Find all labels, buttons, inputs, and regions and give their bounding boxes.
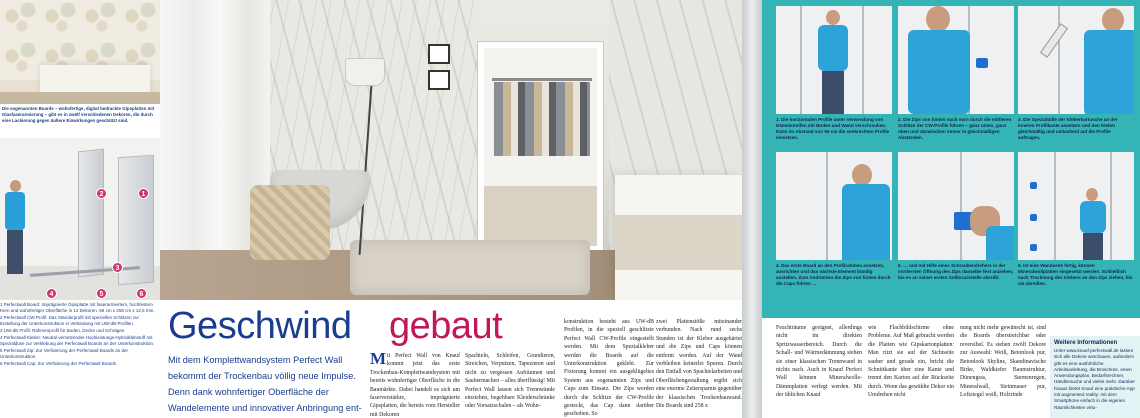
body-column-6: wie Flachbildschirme ohne Probleme. Auf Maß gebracht werden die Platten wie Gipskartonplatten: Man ritzt sie auf der Sichtseite sauber und gerade ein, bricht die Schnittkante über eine Kante und trennt den Karton auf der Rückseite durch. Wenn das gewählte Dekor ein Umdrehen nicht: [868, 325, 954, 399]
decor-board-photo: [0, 0, 160, 104]
components-legend: [0, 302, 158, 418]
step-5-photo: [898, 152, 1014, 260]
headline-part-2: gebaut: [389, 305, 503, 347]
marker-6: 6: [136, 288, 147, 299]
marker-5: 5: [96, 288, 107, 299]
walk-in-closet: [478, 42, 603, 252]
worker-figure: [2, 180, 28, 276]
hero-room-photo: [160, 0, 742, 300]
info-title: Weitere Informationen: [1054, 340, 1118, 346]
marker-2: 2: [96, 188, 107, 199]
info-box: [1050, 336, 1140, 418]
step-3-caption: 3. Die Spezialtülle der Kleberkartusche an der inneren Profilkante ansetzen und den Kleber gleichmäßig und umlaufend auf die Profile auftragen.: [1018, 117, 1118, 141]
info-text: Unter www.knauf-perfectwall.de lassen sich alle Dekore anschauen, außerdem gibt es eine ausführliche Arbeitsanleitung, die Broschüre, einen Anwendungsplan, Bedarfsrechner, Händlersuche und vieles mehr. Darüber hinaus bietet Knauf eine praktische App mit augmented reality: mit dem Smartphone einfach in die eigenen Räumlichkeiten virtu-: [1054, 348, 1135, 410]
body-column-7: nung nicht mehr gewünscht ist, sind die Boards überstreichbar oder reversibel. Es stehen zwölf Dekore zur Auswahl: Weiß, Betonlook pur, Betonlook Skyline, Skandinavische Birke, Waldkiefer Baumstruktur, Dünengras, Sternenregen, Mineralwall, Steinmauer pur, Loftziegel weiß, Holzrinde: [960, 325, 1046, 399]
step-1-caption: 1. Die horizontalen Profile unter Verwendung von Dämmstreifen mit Boden und Wand verschrauben. Dann im Abstand von 56 cm die senkrechten Profile einsetzen.: [776, 117, 890, 141]
legend-item: 4 Perfectwall Kleber: Neutral vernetzender Hochleistungs-Hybridklebstoff mit Spezialdüse zur Verklebung der Perfectwall Boards an der Unterkonstruktion.: [0, 334, 155, 347]
step-6-caption: 6. Ist eine Wandseite fertig, können Mineralwollplatten eingesetzt werden. Schließlich nach Trocknung des Klebers an den Zips ziehen, bis sie abreißen.: [1018, 263, 1133, 287]
step-3-photo: [1018, 6, 1134, 114]
step-2-photo: [898, 6, 1014, 114]
drop-cap: M: [370, 349, 387, 368]
legend-item: 6 Perfectwall Cap: Zur Verfixierung der Perfectwall Boards: [0, 361, 117, 367]
legend-item: 5 Perfectwall Zip: Zur Verfixierung der Perfectwall Boards an der Unterkonstruktion.: [0, 348, 129, 360]
step-5-caption: 5. … und mit Hilfe eines Schraubendrehers in der vordersten Öffnung des Zips dasselbe fest anziehen, bis es an seiner ersten Sollbruchstelle abreißt.: [898, 263, 1014, 281]
picture-frame: [428, 70, 450, 90]
marker-1: 1: [138, 188, 149, 199]
body-column-1: [370, 349, 460, 418]
legend-item: 3 UW-dB Profil: Rahmenprofil für Boden, Decke und Schrägen.: [0, 328, 126, 334]
right-page: [762, 0, 1140, 418]
legend-item: 1 Perfectwall Board: Imprägnierte Gipsplatte mit faserarmiertem, hochfestem Kern und wohnfertiger Oberfläche in 12 Dekoren. 59 cm x 258 cm x 12,5 mm.: [0, 302, 155, 314]
body-column-5: Feuchträume geeignet, allerdings nicht im direkten Spritzwasserbereich. Durch die Schall- und Wärmedämmung stehen sie einer klassischen Trennwand in nichts nach. Auch in Knauf Perfect Wall können Mineralwolle-Dämmplatten verlegt werden. Mit der üblichen Knauf: [776, 325, 862, 399]
step-4-photo: [776, 152, 892, 260]
step-2-caption: 2. Die Zips von hinten nach vorn durch die mittleren Schlitze der CW-Profile führen – ganz unten, ganz oben und dazwischen immer in gleichmäßigen Abständen.: [898, 117, 1012, 141]
legend-item: 2 Perfectwall CW-Profil: Das Ständerprofil mit speziellen Schlitzen zur Erstellung der Unterkonstruktion in Verbindung mit UW-dB-Profilen.: [0, 315, 139, 327]
marker-3: 3: [112, 262, 123, 273]
body-column-2: Spachteln, Schleifen, Grundieren, Streichen, Verputzen, Tapezieren und nicht zu vergessen Aufräumen und Saubermachen – alles überflüssig! Mit Perfect Wall lassen sich Trennwände einziehen, begehbare Kleiderschränke oder Vorsatzschalen – als Wohn-: [465, 353, 555, 410]
column-text: it Perfect Wall von Knauf kommt jetzt das erste Trockenbau-Komplettwandsystem mit bereits wohnfertiger Oberfläche in die Baumärkte. Dabei handelt es sich um faserverstärkte, imprägnierte Gipsplatten, die bereits vom Hersteller mit Dekoren: [370, 353, 460, 418]
system-components-photo: [0, 138, 160, 300]
marker-4: 4: [46, 288, 57, 299]
picture-frame: [428, 44, 450, 64]
headline-part-1: Geschwind: [168, 305, 352, 347]
step-1-photo: [776, 6, 892, 114]
glue-cartridge: [1040, 23, 1068, 58]
body-column-3: konstruktion besteht aus UW-dB Profilen, in die speziell geschlitzte Perfect Wall CW-Profile eingestellt werden. Mit dem Spezialkleber werden die Boards auf die Unterkonstruktion geklebt. Zur Fixierung kommt ein ausgeklügeltes System aus sogenannten Zips und Caps zum Einsatz. Die Zips werden durch die Schlitze der CW-Profile gesteckt, das Cap dann darüber geschoben. So: [564, 319, 654, 418]
step-4-caption: 4. Das erste Board an den Profilrahmen ansetzen, ausrichten und das nächste Element bündig anstellen. Zum Andrücken die Zips von hinten durch die Caps führen …: [776, 263, 891, 287]
throw-blanket: [250, 185, 330, 260]
rug: [350, 240, 590, 295]
zip-clip: [976, 58, 988, 68]
step-6-photo: [1018, 152, 1134, 260]
board-panel: [78, 149, 104, 278]
lead-paragraph: Mit dem Komplettwandsystem Perfect Wall bekommt der Trockenbau völlig neue Impulse. Denn dank wohnfertiger Oberfläche der Wandelemente und innovativer Anbringung ent-: [168, 355, 362, 413]
body-column-4: zwei Plattenstöße miteinander verbunden. Nach rund sechs Stunden ist der Kleber ausgehärtet und die Zips und Caps können entfernt werden. Auf der Wand verbleiben keinerlei Spuren. Durch den Entfall von Spachtelarbeiten und Oberflächengestaltung ergibt sich eine enorme Zeitersparnis gegenüber der klassischen Trockenbauwand. Die Boards sind 258 x: [656, 319, 742, 410]
page-gutter: [742, 0, 762, 418]
decor-board-caption: Die sogenannten Boards – wohnfertige, digital bedruckte Gipsplatten mit Glasfaserarmierung – gibt es in zwölf verschiedenen Dekoren, die durch eine Lackierung gegen äußere Einwirkungen geschützt sind.: [2, 106, 155, 123]
